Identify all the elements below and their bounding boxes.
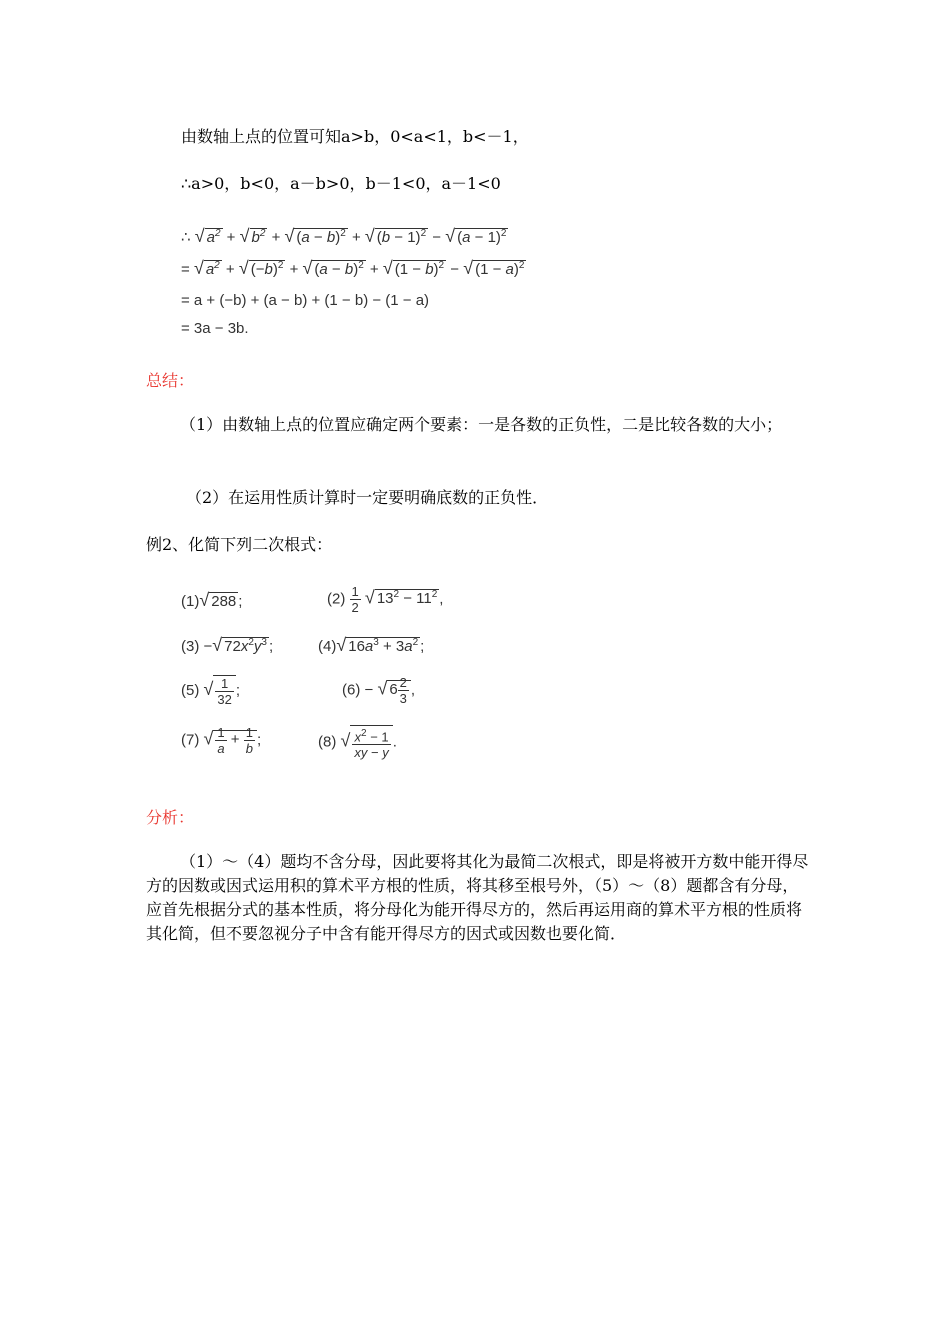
therefore-symbol: ∴	[181, 229, 191, 246]
exercise-4: (4)√ $16a^3 + 3a^2$ ;	[318, 635, 425, 655]
summary-title: 总结：	[146, 371, 195, 390]
exercise-3: (3) −√ $72x^2y^3$ ;	[181, 635, 274, 655]
exercise-8: (8) √ $\frac{x^2 - 1}{xy - y}$ .	[318, 725, 397, 760]
example-2-title: 例2、化简下列二次根式：	[146, 535, 333, 554]
exercise-5: (5) √ $\frac{1}{32}$ ;	[181, 676, 241, 707]
summary-point-1: （1）由数轴上点的位置应确定两个要素：一是各数的正负性，二是比较各数的大小；	[180, 415, 783, 434]
exercise-2: (2) $\frac{1}{2}$ √ $13^2 - 11^2$ ,	[327, 584, 444, 615]
summary-point-2: （2）在运用性质计算时一定要明确底数的正负性．	[186, 488, 549, 507]
analysis-text: （1）～（4）题均不含分母，因此要将其化为最简二次根式，即是将被开方数中能开得尽方的因数或因式运用积的算术平方根的性质，将其移至根号外，（5）～（8）题都含有分母，应首先根据分式的基本性质，将分母化为能开得尽方的，然后再运用商的算术平方根的性质将其化简，但不要忽视分子中含有能开得尽方的因式或因数也要化简．	[146, 852, 809, 943]
math-line-2: = √ $a^2$ + √ $(-b)^2$ + √ $(a - b)^2$ + √ $(1 - b)^2$ − √ $(1 - a)^2$	[181, 258, 525, 278]
math-line-4: = 3a − 3b.	[181, 320, 249, 337]
exercise-7: (7) √ $\frac{1}{a}$ + $\frac{1}{b}$ ;	[181, 725, 262, 756]
text-line-1: 由数轴上点的位置可知a>b，0<a<1，b<－1，	[181, 127, 529, 146]
math-line-1: ∴ √ $a^2$ + √ $b^2$ + √ $(a - b)^2$ + √ $(b - 1)^2$ − √ $(a - 1)^2$	[181, 226, 507, 246]
exercise-6: (6) − √ 6 $\frac{2}{3}$ ,	[342, 675, 416, 706]
text-line-2: ∴a>0，b<0，a－b>0，b－1<0，a－1<0	[181, 174, 501, 193]
equals-symbol: =	[181, 261, 190, 278]
math-line-3: = a + (−b) + (a − b) + (1 − b) − (1 − a)	[181, 292, 430, 309]
analysis-title: 分析：	[146, 808, 195, 827]
exercise-1: (1)√ 288 ;	[181, 590, 243, 610]
